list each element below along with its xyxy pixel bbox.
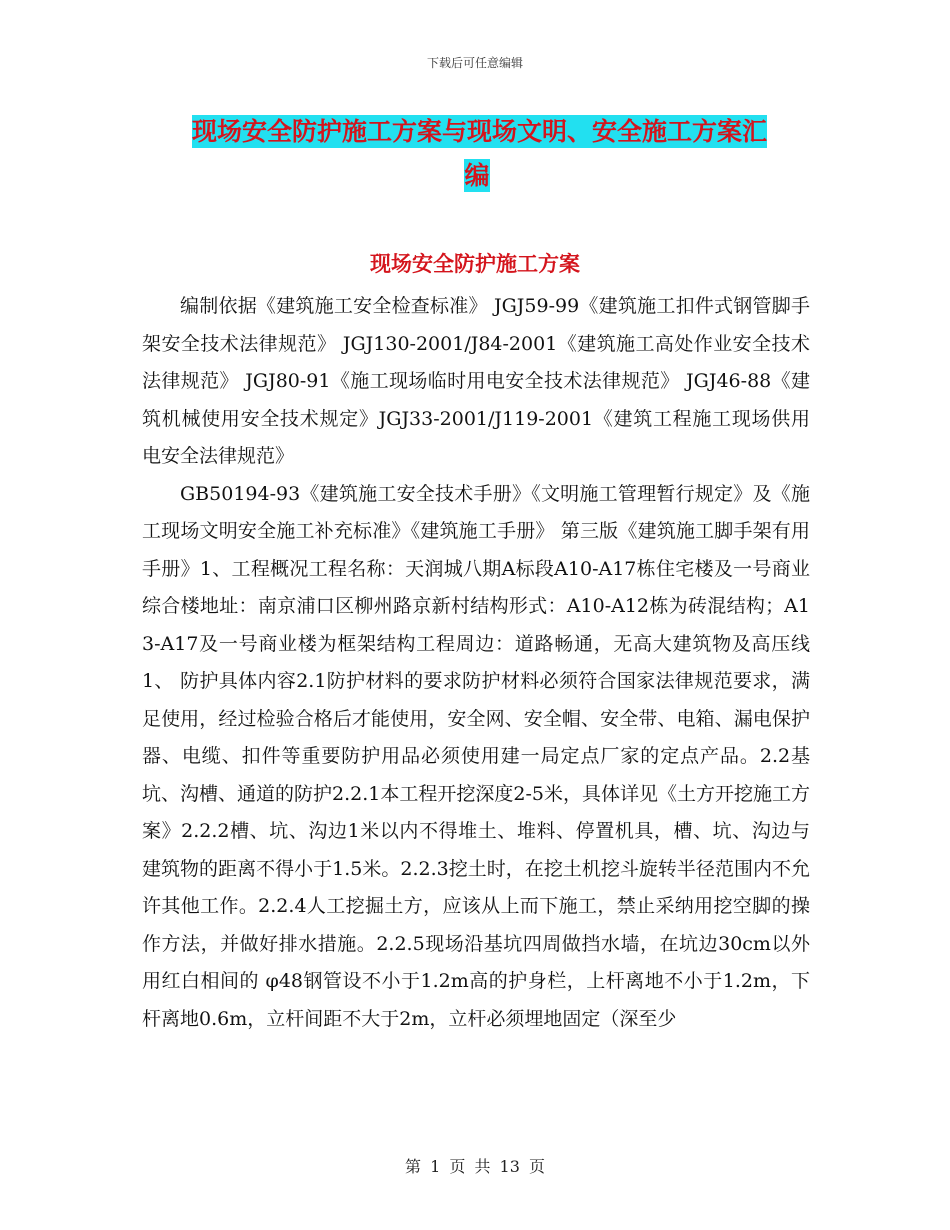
document-title-line-1: 现场安全防护施工方案与现场文明、安全施工方案汇 [192, 117, 768, 146]
document-title-line-2: 编 [464, 161, 490, 190]
body-paragraph: GB50194-93《建筑施工安全技术手册》《文明施工管理暂行规定》及《施工现场文明安全施工补充标准》《建筑施工手册》 第三版《建筑施工脚手架有用手册》1、工程概况工程名称：天润城八期A标段A10-A17栋住宅楼及一号商业综合楼地址：南京浦口区柳州路京新村结构形式：A10-A12栋为砖混结构；A13-A17及一号商业楼为框架结构工程周边：道路畅通，无高大建筑物及高压线 1、 防护具体内容2.1防护材料的要求防护材料必须符合国家法律规范要求，满足使用，经过检验合格后才能使用，安全网、安全帽、安全带、电箱、漏电保护器、电缆、扣件等重要防护用品必须使用建一局定点厂家的定点产品。2.2基坑、沟槽、通道的防护2.2.1本工程开挖深度2-5米，具体详见《土方开挖施工方案》2.2.2槽、坑、沟边1米以内不得堆土、堆料、停置机具，槽、坑、沟边与建筑物的距离不得小于1.5米。2.2.3挖土时，在挖土机挖斗旋转半径范围内不允许其他工作。2.2.4人工挖掘土方，应该从上而下施工，禁止采纳用挖空脚的操作方法，并做好排水措施。2.2.5现场沿基坑四周做挡水墙，在坑边30cm以外用红白相间的 φ48钢管设不小于1.2m高的护身栏，上杆离地不小于1.2m，下杆离地0.6m，立杆间距不大于2m，立杆必须埋地固定（深至少 [142, 482, 810, 1030]
body-paragraph: 编制依据《建筑施工安全检查标准》 JGJ59-99《建筑施工扣件式钢管脚手架安全技术法律规范》 JGJ130-2001/J84-2001《建筑施工高处作业安全技术法律规范》 JGJ80-91《施工现场临时用电安全技术法律规范》 JGJ46-88《建筑机械使用安全技术规定》JGJ33-2001/J119-2001《建筑工程施工现场供用电安全法律规范》 [142, 295, 810, 467]
page-footer: 第 1 页 共 13 页 [405, 1157, 545, 1176]
header-note: 下载后可任意编辑 [426, 56, 523, 70]
document-body [142, 288, 810, 1038]
document-title [192, 110, 812, 198]
section-title: 现场安全防护施工方案 [370, 252, 580, 276]
